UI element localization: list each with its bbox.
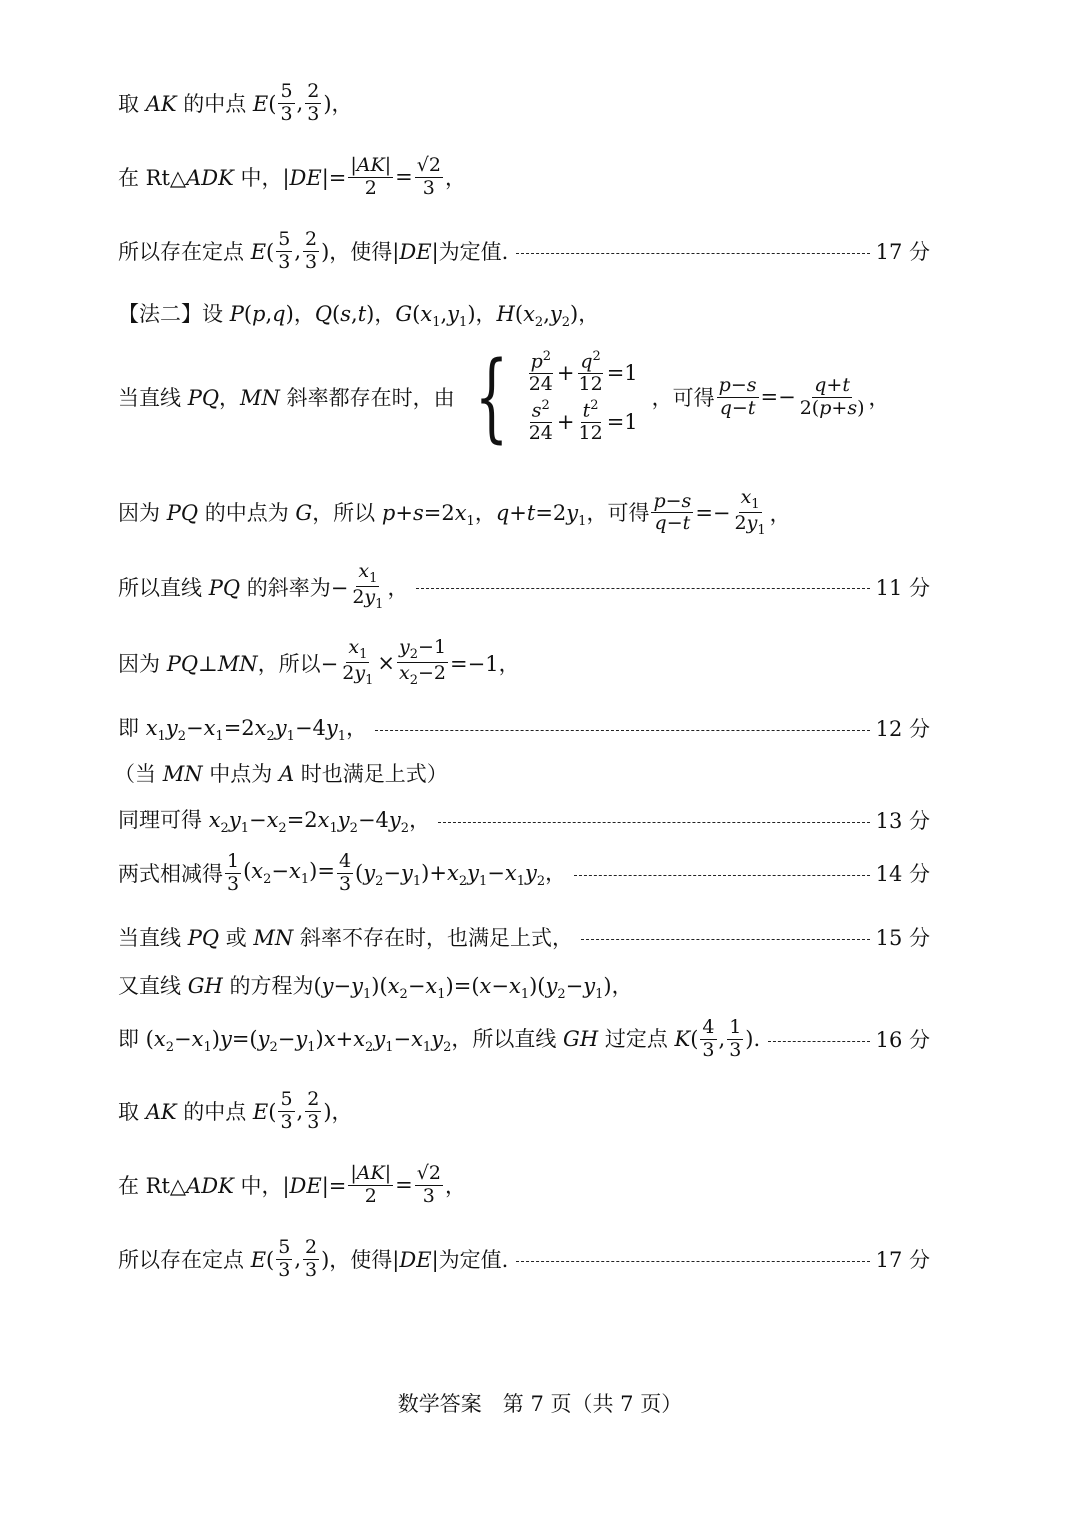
text-line: 在 Rt△ADK 中，|DE|= $\frac{|AK|}{2}$ = √2 3 ， (118, 154, 466, 199)
page-footer: 数学答案 第 7 页（共 7 页） (397, 1392, 683, 1416)
text-line: 所以直线 PQ 的斜率为− $\frac{x_1}{2y_1}$ ， 11 分 (118, 560, 930, 613)
dash-leader (375, 730, 870, 731)
score-label: 17 分 (875, 1248, 930, 1273)
score-label: 11 分 (875, 575, 930, 600)
text-line: 同理可得 $x_2y_1-x_2=2x_1y_2-4y_2$， 13 分 (118, 804, 930, 836)
text-line: 取 AK 的中点 E( 5 3 , 2 3 )， (118, 80, 353, 125)
text-line: 两式相减得 1 3 $(x_2-x_1)=$ $\frac{4}{3}$ $(y_2-y_1)+x_2y_1-x_1y_2$， 14 分 (118, 850, 930, 895)
text-line: 当直线 PQ 或 MN 斜率不存在时，也满足上式， 15 分 (118, 922, 930, 952)
score-label: 15 分 (875, 926, 930, 950)
dash-leader (768, 1041, 869, 1042)
score-label: 12 分 (875, 717, 930, 742)
dash-leader (516, 1261, 869, 1262)
text-line: 因为 PQ⊥MN，所以− $\frac{x_1}{2y_1}$ × $\frac{y_2-1}{x_2-2}$ =−1， (118, 636, 520, 689)
text-line: 所以存在定点 E( 5 3 , 2 3 )，使得|DE|为定值. 17 分 (118, 1236, 930, 1281)
text-line: 即 $(x_2-x_1)y=(y_2-y_1)x+x_2y_1-x_1y_2$，所以直线 GH 过定点 K( 4 3 , 1 3 ). 16 分 (118, 1016, 930, 1061)
text-line: 因为 PQ 的中点为 G，所以 $p+s=2x_1$，$q+t=2y_1$，可得 p−s q−t =− $x_1$ $2y_1$ ， (118, 486, 791, 539)
dash-leader (438, 822, 870, 823)
text-line: 在 Rt△ADK 中，|DE|= $\frac{|AK|}{2}$ = √2 3 ， (118, 1162, 466, 1207)
text-line: 【法二】设 P(p,q)，Q(s,t)，$G(x_1,y_1)$，$H(x_2,y_2)$， (118, 302, 600, 331)
text-line: 又直线 GH 的方程为$(y-y_1)(x_2-x_1)=(x-x_1)(y_2-y_1)$， (118, 974, 633, 1003)
score-label: 14 分 (875, 862, 930, 887)
text-line: 所以存在定点 E( 5 3 , 2 3 )，使得|DE|为定值. 17 分 (118, 228, 930, 273)
score-label: 13 分 (875, 809, 930, 834)
score-label: 17 分 (875, 240, 930, 265)
text-line: 取 AK 的中点 E( 5 3 , 2 3 )， (118, 1088, 353, 1133)
dash-leader (516, 253, 869, 254)
text-line: 当直线 PQ，MN 斜率都存在时，由 { $p^2$ 24 + $q^2$ 12 =1 $s^2$ 24 + $t^2$ 12 =1 ，可得 p−s q−t =− q+t 2(p+s) ， (118, 341, 890, 453)
text-line: （当 MN 中点为 A 时也满足上式） (114, 762, 448, 786)
dash-leader (574, 875, 869, 876)
dash-leader (416, 588, 869, 589)
dash-leader (581, 939, 870, 940)
score-label: 16 分 (875, 1028, 930, 1053)
text-line: 即 $x_1y_2-x_1=2x_2y_1-4y_1$， 12 分 (118, 712, 930, 744)
